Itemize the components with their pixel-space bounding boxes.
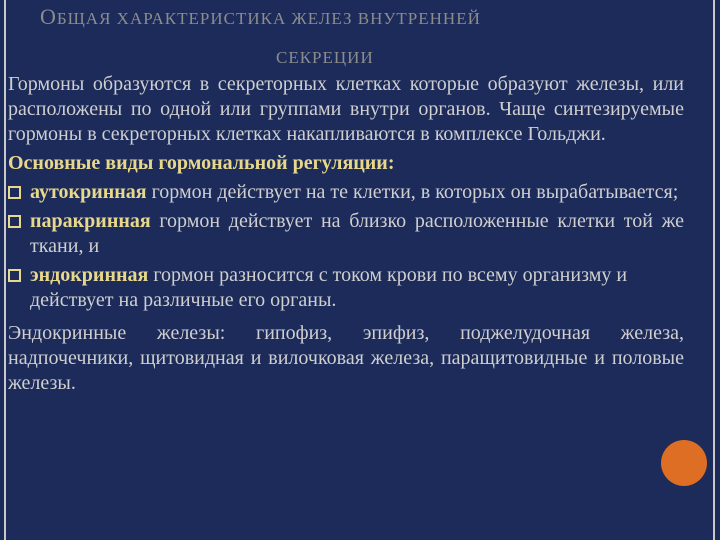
bullet-text: гормон действует на те клетки, в которых он вырабатывается; xyxy=(146,181,679,203)
hollow-square-bullet-icon xyxy=(8,269,21,282)
glands-paragraph: Эндокринные железы: гипофиз, эпифиз, поджелудочная железа, надпочечники, щитовидная и вилочковая железа, паращитовидные и половые железы. xyxy=(8,322,684,394)
intro-paragraph: Гормоны образуются в секреторных клетках которые образуют железы, или расположены по одной или группами внутри органов. Чаще синтезируемые гормоны в секреторных клетках накапливаются в комплексе Гольджи. xyxy=(8,73,684,145)
hollow-square-bullet-icon xyxy=(8,215,21,228)
types-heading: Основные виды гормональной регуляции: xyxy=(8,152,395,174)
bullet-paracrine xyxy=(8,209,684,259)
slide-title-rest: БЩАЯ ХАРАКТЕРИСТИКА ЖЕЛЕЗ ВНУТРЕННЕЙ xyxy=(56,9,481,28)
bullet-autocrine xyxy=(8,180,684,205)
bullet-keyword: эндокринная xyxy=(30,264,149,286)
bullet-keyword: аутокринная xyxy=(30,181,147,203)
accent-circle xyxy=(661,440,707,486)
slide-title-first-letter: О xyxy=(40,4,57,29)
bullet-endocrine xyxy=(8,263,684,313)
bullet-text: гормон действует на близко расположенные клетки той же ткани, и xyxy=(30,210,684,257)
bullet-text: гормон разносится с током крови по всему организму и действует на различные его органы. xyxy=(30,264,628,311)
hollow-square-bullet-icon xyxy=(8,186,21,199)
slide-title xyxy=(40,4,700,30)
slide-content xyxy=(8,72,684,396)
bullet-keyword: паракринная xyxy=(30,210,151,232)
slide-title-line2: СЕКРЕЦИИ xyxy=(276,48,374,67)
